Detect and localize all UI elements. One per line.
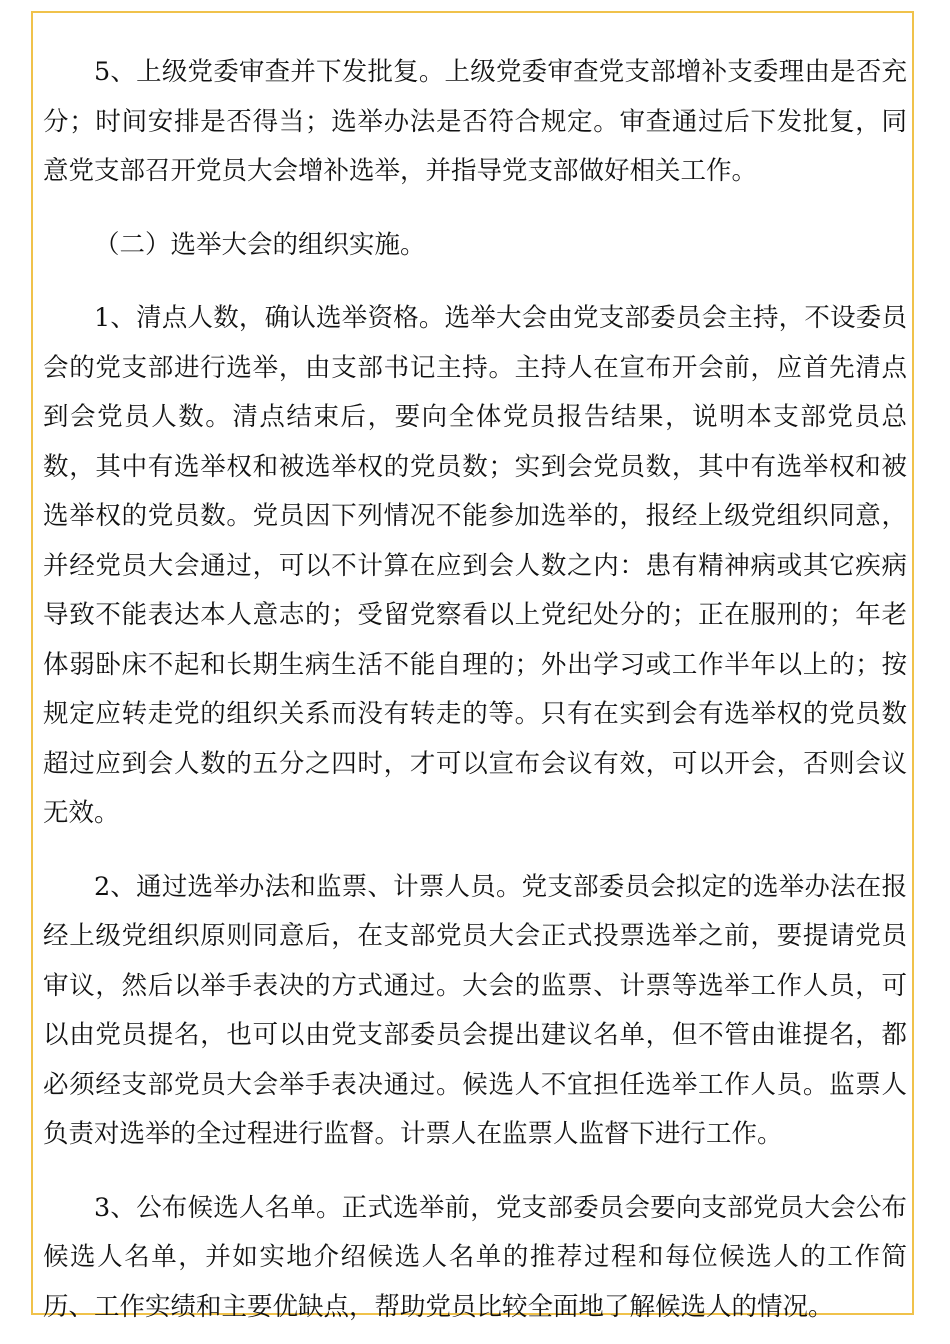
paragraph-step-5: 5、上级党委审查并下发批复。上级党委审查党支部增补支委理由是否充分；时间安排是否得当；选举办法是否符合规定。审查通过后下发批复，同意党支部召开党员大会增补选举，并指导党支部做好相关工作。 xyxy=(43,57,907,186)
paragraph-step-2: 2、通过选举办法和监票、计票人员。党支部委员会拟定的选举办法在报经上级党组织原则同意后，在支部党员大会正式投票选举之前，要提请党员审议，然后以举手表决的方式通过。大会的监票、计票等选举工作人员，可以由党员提名，也可以由党支部委员会提出建议名单，但不管由谁提名，都必须经支部党员大会举手表决通过。候选人不宜担任选举工作人员。监票人负责对选举的全过程进行监督。计票人在监票人监督下进行工作。 xyxy=(43,871,907,1149)
document-body xyxy=(43,48,907,1332)
paragraph-step-1: 1、清点人数，确认选举资格。选举大会由党支部委员会主持，不设委员会的党支部进行选举，由支部书记主持。主持人在宣布开会前，应首先清点到会党员人数。清点结束后，要向全体党员报告结果，说明本支部党员总数，其中有选举权和被选举权的党员数；实到会党员数，其中有选举权和被选举权的党员数。党员因下列情况不能参加选举的，报经上级党组织同意，并经党员大会通过，可以不计算在应到会人数之内：患有精神病或其它疾病导致不能表达本人意志的；受留党察看以上党纪处分的；正在服刑的；年老体弱卧床不起和长期生病生活不能自理的；外出学习或工作半年以上的；按规定应转走党的组织关系而没有转走的等。只有在实到会有选举权的党员数超过应到会人数的五分之四时，才可以宣布会议有效，可以开会，否则会议无效。 xyxy=(43,303,907,828)
paragraph-step-3: 3、公布候选人名单。正式选举前，党支部委员会要向支部党员大会公布候选人名单，并如实地介绍候选人名单的推荐过程和每位候选人的工作简历、工作实绩和主要优缺点，帮助党员比较全面地了解候选人的情况。 xyxy=(43,1192,907,1322)
section-heading-election-meeting: （二）选举大会的组织实施。 xyxy=(94,229,426,260)
